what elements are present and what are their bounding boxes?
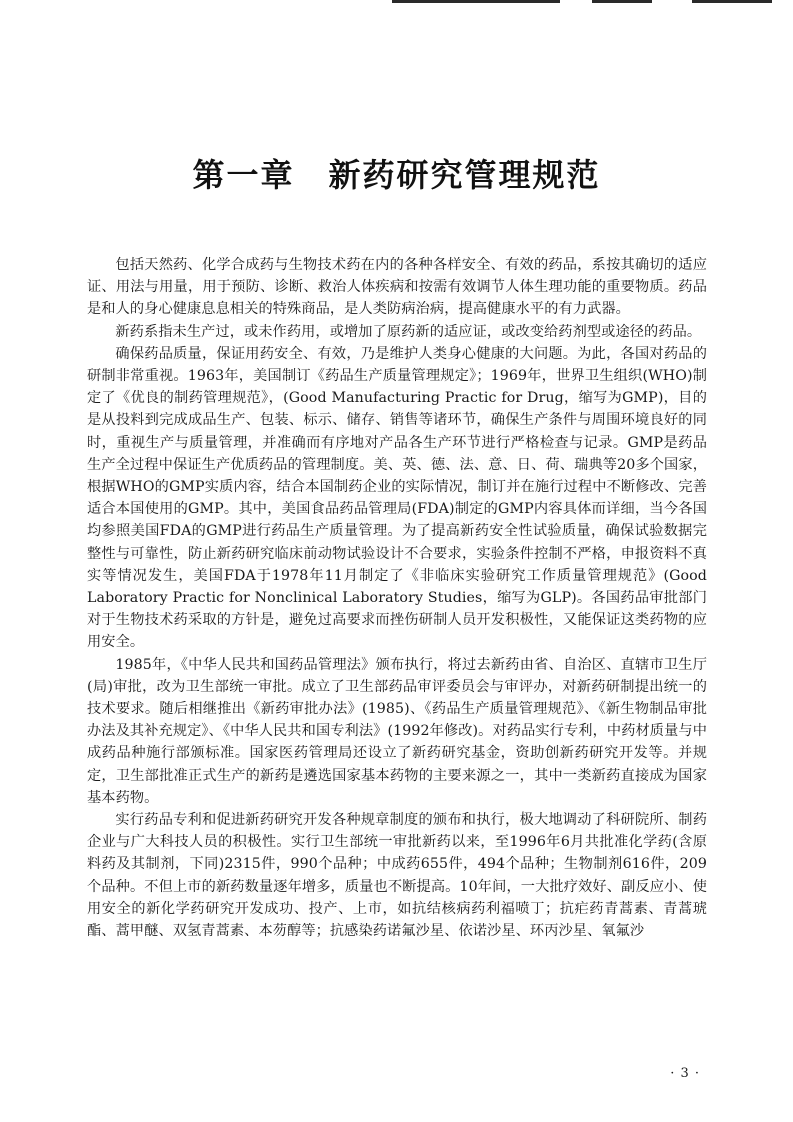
body-text xyxy=(87,254,707,942)
top-rule xyxy=(592,0,652,3)
paragraph: 包括天然药、化学合成药与生物技术药在内的各种各样安全、有效的药品，系按其确切的适应证、用法与用量，用于预防、诊断、救治人体疾病和按需有效调节人体生理功能的重要物质。药品是和人的身心健康息息相关的特殊商品，是人类防病治病，提高健康水平的有力武器。 xyxy=(87,257,707,318)
paragraph: 新药系指未生产过，或未作药用，或增加了原药新的适应证，或改变给药剂型或途径的药品。 xyxy=(115,323,702,340)
top-rule xyxy=(392,0,560,3)
chapter-number: 第一章 xyxy=(192,156,295,194)
paragraph: 1985年，《中华人民共和国药品管理法》颁布执行，将过去新药由省、自治区、直辖市卫生厅(局)审批，改为卫生部统一审批。成立了卫生部药品审评委员会与审评办，对新药研制提出统一的技术要求。随后相继推出《新药审批办法》(1985)、《药品生产质量管理规范》、《新生物制品审批办法及其补充规定》、《中华人民共和国专利法》(1992年修改)。对药品实行专利，中药材质量与中成药品种施行部颁标准。国家医药管理局还设立了新药研究基金，资助创新药研究开发等。并规定，卫生部批准正式生产的新药是遴选国家基本药物的主要来源之一，其中一类新药直接成为国家基本药物。 xyxy=(87,656,707,806)
paragraph: 实行药品专利和促进新药研究开发各种规章制度的颁布和执行，极大地调动了科研院所、制药企业与广大科技人员的积极性。实行卫生部统一审批新药以来，至1996年6月共批准化学药(含原料药及其制剂，下同)2315件，990个品种；中成药655件，494个品种；生物制剂616件，209个品种。不但上市的新药数量逐年增多，质量也不断提高。10年间，一大批疗效好、副反应小、使用安全的新化学药研究开发成功、投产、上市，如抗结核病药利福喷丁；抗疟药青蒿素、青蒿琥酯、蒿甲醚、双氢青蒿素、本芴醇等；抗感染药诺氟沙星、依诺沙星、环丙沙星、氧氟沙 xyxy=(87,812,707,940)
chapter-name: 新药研究管理规范 xyxy=(328,156,601,194)
chapter-title xyxy=(0,150,793,196)
top-rule xyxy=(692,0,772,3)
page-number: · 3 · xyxy=(670,1066,700,1081)
paragraph: 确保药品质量，保证用药安全、有效，乃是维护人类身心健康的大问题。为此，各国对药品的研制非常重视。1963年，美国制订《药品生产质量管理规定》；1969年，世界卫生组织(WHO)制定了《优良的制药管理规范》，(Good Manufacturing Practic for Drug，缩写为GMP)，目的是从投料到完成成品生产、包装、标示、储存、销售等诸环节，确保生产条件与周围环境良好的同时，重视生产与质量管理，并准确而有序地对产品各生产环节进行严格检查与记录。GMP是药品生产全过程中保证生产优质药品的管理制度。美、英、德、法、意、日、荷、瑞典等20多个国家，根据WHO的GMP实质内容，结合本国制药企业的实际情况，制订并在施行过程中不断修改、完善适合本国使用的GMP。其中，美国食品药品管理局(FDA)制定的GMP内容具体而详细，当今各国均参照美国FDA的GMP进行药品生产质量管理。为了提高新药安全性试验质量，确保试验数据完整性与可靠性，防止新药研究临床前动物试验设计不合要求，实验条件控制不严格，申报资料不真实等情况发生，美国FDA于1978年11月制定了《非临床实验研究工作质量管理规范》(Good Laboratory Practic for Nonclinical Laboratory Studies，缩写为GLP)。各国药品审批部门对于生物技术药采取的方针是，避免过高要求而挫伤研制人员开发积极性，又能保证这类药物的应用安全。 xyxy=(87,345,707,651)
